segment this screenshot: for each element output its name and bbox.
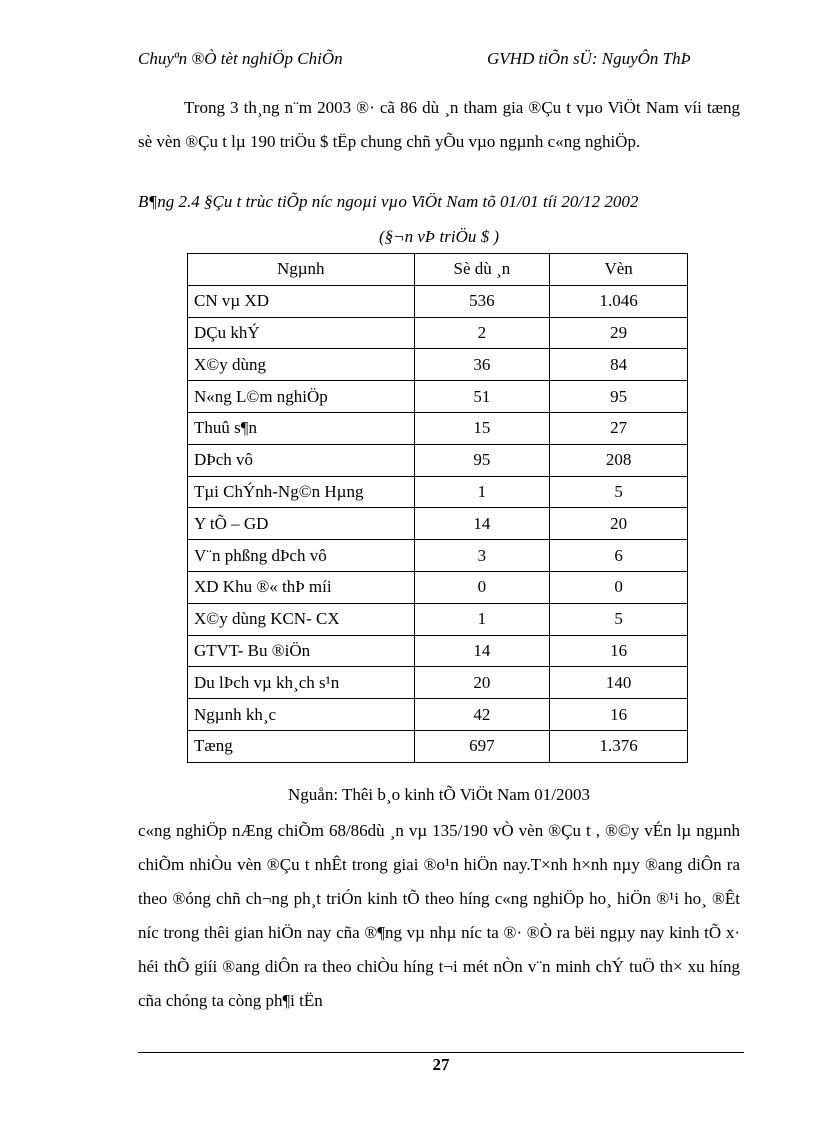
cell-capital: 95	[550, 381, 688, 413]
cell-sector: GTVT- Bu ®iÖn	[188, 635, 415, 667]
cell-sector: Ngµnh kh¸c	[188, 699, 415, 731]
cell-projects: 42	[414, 699, 550, 731]
table-row	[188, 635, 688, 667]
cell-capital: 6	[550, 540, 688, 572]
cell-capital: 5	[550, 476, 688, 508]
header-cell-capital: Vèn	[550, 254, 688, 286]
table-row	[188, 317, 688, 349]
header-left: Chuyªn ®Ò tèt nghiÖp ChiÕn	[138, 49, 343, 68]
table-row	[188, 699, 688, 731]
cell-sector: Thuû s¶n	[188, 412, 415, 444]
paragraph-intro: Trong 3 th¸ng n¨m 2003 ®· cã 86 dù ¸n tham gia ®Çu t vµo ViÖt Nam víi tæng sè vèn ®Çu t lµ 190 triÖu $ tËp chung chñ yÕu vµo ngµnh c«ng nghiÖp.	[138, 98, 740, 151]
cell-capital: 0	[550, 571, 688, 603]
cell-projects: 0	[414, 571, 550, 603]
paragraph-analysis: c«ng nghiÖp nÆng chiÕm 68/86dù ¸n vµ 135/190 vÒ vèn ®Çu t , ®©y vÉn lµ ngµnh chiÕm nhiÒu vèn ®Çu t nhÊt trong giai ®o¹n hiÖn nay.T×nh h×nh nµy ®ang diÔn ra theo ®óng chñ ch¬ng ph¸t triÓn kinh tÕ theo híng c«ng nghiÖp ho¸ hiÖn ®¹i ho¸ ®Êt níc trong thêi gian hiÖn nay cña ®¶ng vµ nhµ níc ta ®· ®Ò ra bëi ngµy nay kinh tÕ x· héi thÕ giíi ®ang diÔn ra theo chiÒu híng t¬i mét nÒn v¨n minh chÝ tuÖ th× xu híng cña chóng ta còng ph¶i tËn	[138, 821, 740, 1010]
cell-sector: X©y dùng	[188, 349, 415, 381]
cell-sector: Tæng	[188, 730, 415, 762]
table-row	[188, 603, 688, 635]
cell-sector: Y tÕ – GD	[188, 508, 415, 540]
cell-projects: 697	[414, 730, 550, 762]
header-cell-sector: Ngµnh	[188, 254, 415, 286]
table-row	[188, 540, 688, 572]
table-row	[188, 444, 688, 476]
cell-sector: X©y dùng KCN- CX	[188, 603, 415, 635]
header-right: GVHD tiÕn sÜ: NguyÔn ThÞ	[487, 49, 691, 68]
table-row	[188, 381, 688, 413]
cell-projects: 14	[414, 635, 550, 667]
cell-sector: N«ng L©m nghiÖp	[188, 381, 415, 413]
cell-projects: 536	[414, 285, 550, 317]
cell-capital: 29	[550, 317, 688, 349]
table-header-row	[188, 254, 688, 286]
footer-rule	[138, 1052, 744, 1053]
header-cell-projects: Sè dù ¸n	[414, 254, 550, 286]
cell-projects: 15	[414, 412, 550, 444]
cell-capital: 140	[550, 667, 688, 699]
table-caption: B¶ng 2.4 §Çu t trùc tiÕp níc ngoµi vµo ViÖt Nam tõ 01/01 tíi 20/12 2002	[138, 192, 639, 211]
table-row	[188, 730, 688, 762]
cell-projects: 3	[414, 540, 550, 572]
cell-sector: V¨n phßng dÞch vô	[188, 540, 415, 572]
table-row	[188, 667, 688, 699]
table-row	[188, 571, 688, 603]
source-note: Nguån: Thêi b¸o kinh tÕ ViÖt Nam 01/2003	[288, 785, 590, 804]
page-number: 27	[432, 1055, 450, 1074]
table-row	[188, 412, 688, 444]
table-row	[188, 508, 688, 540]
cell-capital: 27	[550, 412, 688, 444]
cell-capital: 16	[550, 699, 688, 731]
cell-capital: 1.046	[550, 285, 688, 317]
table-row	[188, 349, 688, 381]
cell-sector: Du lÞch vµ kh¸ch s¹n	[188, 667, 415, 699]
cell-sector: Tµi ChÝnh-Ng©n Hµng	[188, 476, 415, 508]
cell-projects: 36	[414, 349, 550, 381]
cell-sector: DÞch vô	[188, 444, 415, 476]
table-body	[188, 285, 688, 762]
cell-capital: 5	[550, 603, 688, 635]
table-row	[188, 285, 688, 317]
cell-capital: 16	[550, 635, 688, 667]
cell-projects: 2	[414, 317, 550, 349]
cell-projects: 95	[414, 444, 550, 476]
table-row	[188, 476, 688, 508]
cell-projects: 14	[414, 508, 550, 540]
cell-capital: 20	[550, 508, 688, 540]
cell-projects: 1	[414, 476, 550, 508]
fdi-table	[187, 253, 688, 763]
cell-projects: 1	[414, 603, 550, 635]
cell-projects: 51	[414, 381, 550, 413]
cell-capital: 84	[550, 349, 688, 381]
cell-sector: CN vµ XD	[188, 285, 415, 317]
cell-capital: 1.376	[550, 730, 688, 762]
cell-projects: 20	[414, 667, 550, 699]
cell-sector: XD Khu ®« thÞ míi	[188, 571, 415, 603]
cell-sector: DÇu khÝ	[188, 317, 415, 349]
table-unit: (§¬n vÞ triÖu $ )	[378, 227, 500, 246]
cell-capital: 208	[550, 444, 688, 476]
